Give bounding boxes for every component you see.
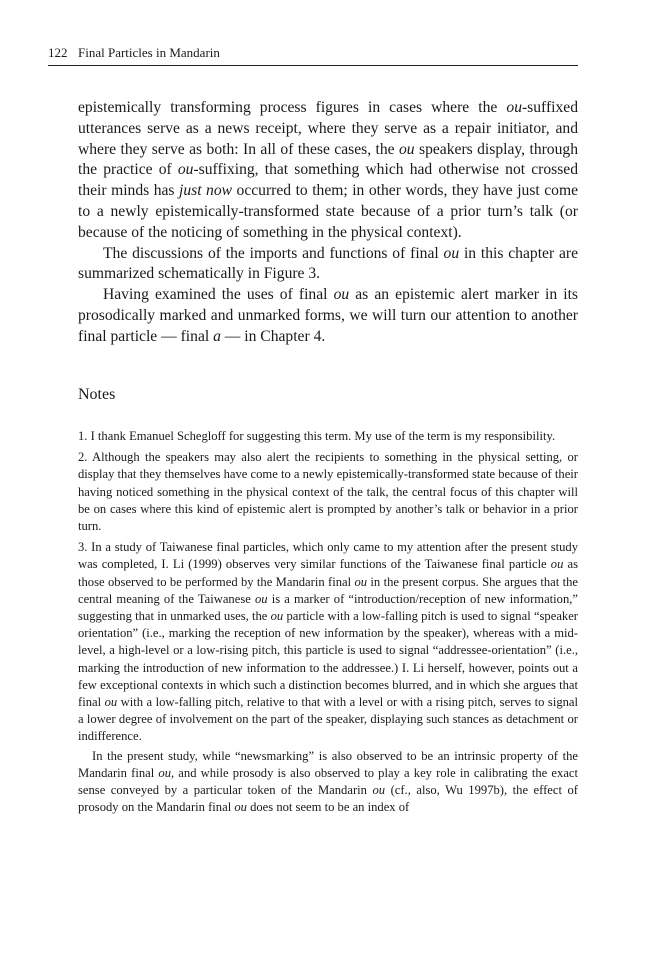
note-2: 2. Although the speakers may also alert the recipients to something in the physical setting, or display that they themselves have come to a newly epistemically-transformed state because of their having noticed something in the physical context of the talk, the central focus of this chapter will be on cases where this kind of epistemic alert is prompted by another’s talk or behavior in a prior turn. [78, 450, 578, 534]
paragraph-2: The discussions of the imports and functions of final ou in this chapter are summarized schematically in Figure 3. [78, 244, 579, 283]
paragraph-1: epistemically transforming process figures in cases where the ou-suffixed utterances serve as a news receipt, where they serve as a repair initiator, and where they serve as both: In all of these cases, the ou speakers display, through the practice of ou-suffixing, that something which had otherwise not crossed their minds has just now occurred to them; in other words, they have just come to a newly epistemically-transformed state because of a prior turn’s talk (or because of the noticing of something in the physical context). [78, 99, 579, 241]
running-title: Final Particles in Mandarin [78, 45, 220, 60]
running-header [48, 45, 578, 66]
paragraph-3: Having examined the uses of final ou as an epistemic alert marker in its prosodically marked and unmarked forms, we will turn our attention to another final particle — final a — in Chapter 4. [78, 286, 578, 345]
note-3-continuation: In the present study, while “newsmarking” is also observed to be an intrinsic property of the Mandarin final ou, and while prosody is also observed to play a key role in calibrating the exact sense conveyed by a particular token of the Mandarin ou (cf., also, Wu 1997b), the effect of prosody on the Mandarin final ou does not seem to be an index of [78, 748, 578, 815]
notes-section [78, 428, 578, 820]
notes-heading: Notes [78, 386, 116, 403]
page-number: 122 [48, 45, 68, 60]
body-text [78, 98, 578, 348]
note-3: 3. In a study of Taiwanese final particles, which only came to my attention after the present study was completed, I. Li (1999) observes very similar functions of the Taiwanese final particle ou as those observed to be performed by the Mandarin final ou in the present corpus. She argues that the central meaning of the Taiwanese ou is a marker of “introduction/reception of new information,” suggesting that in unmarked uses, the ou particle with a low-falling pitch is used to signal “speaker orientation” (i.e., marking the reception of new information by the speaker), whereas with a mid-level, a high-level or a low-rising pitch, this particle is used to signal “addressee-orientation” (i.e., marking the introduction of new information to the addressee.) I. Li herself, however, points out a few exceptional contexts in which such a distinction becomes blurred, and in which she argues that final ou with a low-falling pitch, relative to that with a level or with a rising pitch, serves to signal a lower degree of involvement on the part of the speaker, displaying such stances as detachment or indifference. [78, 540, 579, 744]
note-1: 1. I thank Emanuel Schegloff for suggesting this term. My use of the term is my responsibility. [78, 429, 556, 443]
